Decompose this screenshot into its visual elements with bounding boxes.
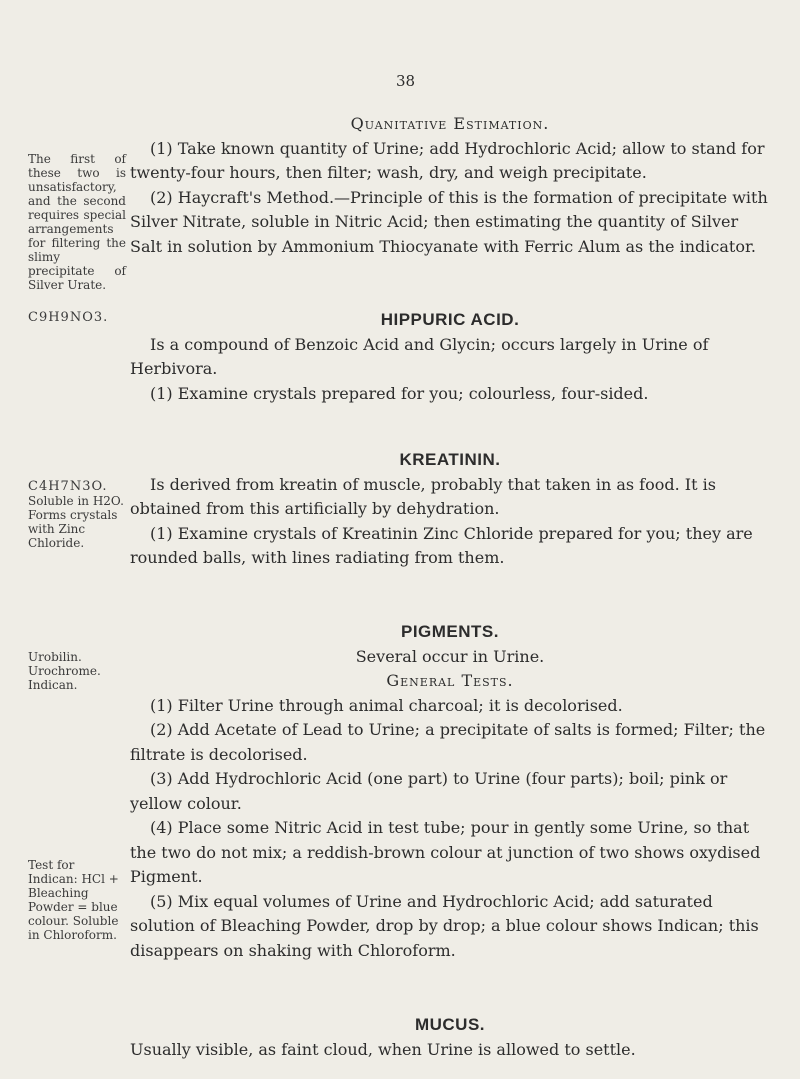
section-title: HIPPURIC ACID. (380, 310, 520, 329)
test-item: (3) Add Hydrochloric Acid (one part) to Urine (four parts); boil; pink or yellow colour. (130, 769, 728, 813)
paragraph: (1) Examine crystals of Kreatinin Zinc Chloride prepared for you; they are rounded balls, with lines radiating from them. (130, 523, 753, 567)
pigment-urobilin: Urobilin. (28, 650, 82, 664)
paragraph: Is a compound of Benzoic Acid and Glycin; occurs largely in Urine of Herbivora. (130, 334, 709, 378)
test-item: (1) Filter Urine through animal charcoal; it is decolorised. (150, 695, 623, 715)
section-hippuric-acid (130, 308, 770, 406)
kreatinin-crystals: Forms crystals with Zinc Chloride. (28, 508, 118, 550)
margin-note-kreatinin (28, 480, 126, 550)
paragraph: (1) Examine crystals prepared for you; colourless, four-sided. (150, 383, 649, 403)
section-mucus (130, 1013, 770, 1062)
paragraph: Several occur in Urine. (355, 646, 545, 666)
kreatinin-soluble: Soluble in H2O. (28, 494, 124, 508)
kreatinin-formula: C4H7N3O. (28, 479, 108, 494)
section-subtitle: General Tests. (386, 671, 514, 690)
section-title: Quanitative Estimation. (350, 114, 550, 133)
section-title: MUCUS. (414, 1015, 486, 1034)
paragraph: (1) Take known quantity of Urine; add Hydrochloric Acid; allow to stand for twenty-four hours, then filter; wash, dry, and weigh precipitate. (130, 138, 765, 182)
margin-note-pigments (28, 650, 126, 692)
section-title: PIGMENTS. (400, 622, 499, 641)
section-pigments (130, 620, 770, 963)
section-quantitative (130, 112, 770, 259)
test-item: (2) Add Acetate of Lead to Urine; a precipitate of salts is formed; Filter; the filtrate is decolorised. (130, 720, 766, 764)
section-title: KREATININ. (399, 450, 501, 469)
margin-note-urate: The first of these two is unsatisfactory, and the second requires special arrangements for filtering the slimy precipitate of Silver Urate. (28, 152, 126, 292)
paragraph: (2) Haycraft's Method.—Principle of this is the formation of precipitate with Silver Nitrate, soluble in Nitric Acid; then estimating the quantity of Silver Salt in solution by Ammonium Thiocyanate with Ferric Alum as the indicator. (130, 187, 768, 256)
paragraph: Is derived from kreatin of muscle, probably that taken in as food. It is obtained from this artificially by dehydration. (130, 474, 716, 518)
margin-note-hippuric-formula: C9H9NO3. (28, 310, 109, 325)
pigment-indican: Indican. (28, 678, 78, 692)
test-item: (5) Mix equal volumes of Urine and Hydrochloric Acid; add saturated solution of Bleaching Powder, drop by drop; a blue colour shows Indican; this disappears on shaking with Chloroform. (130, 891, 759, 960)
test-item: (4) Place some Nitric Acid in test tube; pour in gently some Urine, so that the two do not mix; a reddish-brown colour at junction of two shows oxydised Pigment. (130, 818, 761, 886)
section-kreatinin (130, 448, 770, 571)
margin-note-indican-test: Test for Indican: HCl + Bleaching Powder = blue colour. Soluble in Chloroform. (28, 858, 119, 942)
paragraph: Usually visible, as faint cloud, when Urine is allowed to settle. (130, 1039, 636, 1059)
pigment-urochrome: Urochrome. (28, 664, 101, 678)
page-number: 38 (396, 72, 416, 90)
